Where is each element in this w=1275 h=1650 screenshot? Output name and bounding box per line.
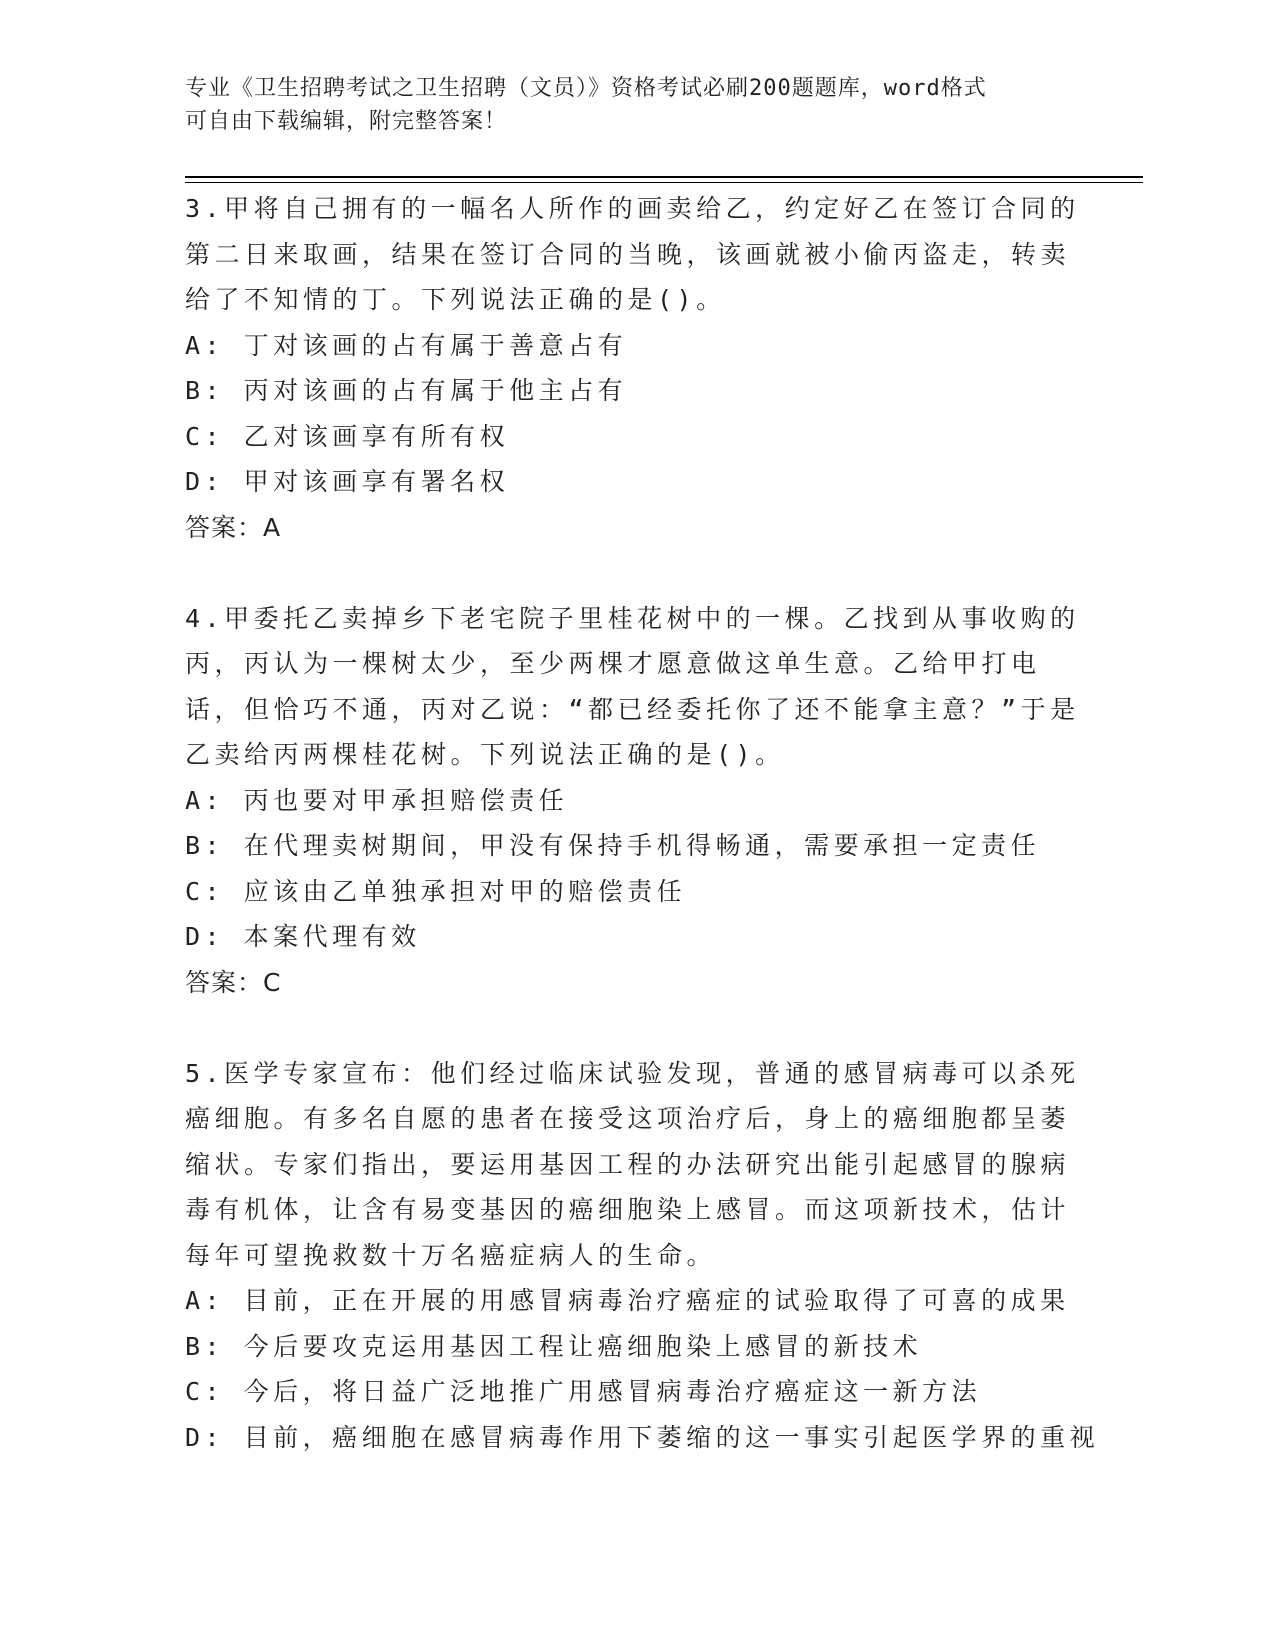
question-spacer xyxy=(185,550,1085,596)
option-d: D: 本案代理有效 xyxy=(185,922,421,951)
option-b: B: 丙对该画的占有属于他主占有 xyxy=(185,376,628,405)
option-d: D: 甲对该画享有署名权 xyxy=(185,467,510,496)
option-a: A: 丙也要对甲承担赔偿责任 xyxy=(185,785,569,815)
question-stem: 3.甲将自己拥有的一幅名人所作的画卖给乙，约定好乙在签订合同的第二日来取画，结果在签订合同的当晚，该画就被小偷丙盗走，转卖给了不知情的丁。下列说法正确的是()。 xyxy=(185,194,1080,314)
header-line-2: 可自由下载编辑，附完整答案！ xyxy=(185,109,508,134)
answer: 答案：A xyxy=(185,512,282,542)
question-stem: 4.甲委托乙卖掉乡下老宅院子里桂花树中的一棵。乙找到从事收购的丙，丙认为一棵树太少，至少两棵才愿意做这单生意。乙给甲打电话，但恰巧不通，丙对乙说：“都已经委托你了还不能拿主意？”于是乙卖给丙两棵桂花树。下列说法正确的是()。 xyxy=(185,603,1080,769)
option-d: D: 目前，癌细胞在感冒病毒作用下萎缩的这一事实引起医学界的重视 xyxy=(185,1422,1100,1452)
option-a: A: 目前，正在开展的用感冒病毒治疗癌症的试验取得了可喜的成果 xyxy=(185,1286,1070,1315)
question-list xyxy=(185,186,1100,1460)
question-stem: 5.医学专家宣布：他们经过临床试验发现，普通的感冒病毒可以杀死癌细胞。有多名自愿的患者在接受这项治疗后，身上的癌细胞都呈萎缩状。专家们指出，要运用基因工程的办法研究出能引起感冒的腺病毒有机体，让含有易变基因的癌细胞染上感冒。而这项新技术，估计每年可望挽救数十万名癌症病人的生命。 xyxy=(185,1058,1080,1270)
option-b: B: 在代理卖树期间，甲没有保持手机得畅通，需要承担一定责任 xyxy=(185,831,1041,860)
option-a: A: 丁对该画的占有属于善意占有 xyxy=(185,330,628,360)
header-rule-thin xyxy=(185,182,1143,183)
option-c: C: 乙对该画享有所有权 xyxy=(185,421,510,451)
document-header xyxy=(185,72,1065,138)
header-line-1: 专业《卫生招聘考试之卫生招聘（文员）》资格考试必刷200题题库，word格式 xyxy=(185,76,987,101)
option-c: C: 今后，将日益广泛地推广用感冒病毒治疗癌症这一新方法 xyxy=(185,1377,982,1406)
header-rule-thick xyxy=(185,176,1143,178)
option-c: C: 应该由乙单独承担对甲的赔偿责任 xyxy=(185,876,687,906)
question-3 xyxy=(185,186,1085,550)
question-spacer xyxy=(185,1005,1085,1051)
answer: 答案：C xyxy=(185,967,282,997)
option-b: B: 今后要攻克运用基因工程让癌细胞染上感冒的新技术 xyxy=(185,1331,923,1361)
question-4 xyxy=(185,596,1085,1006)
question-5 xyxy=(185,1051,1100,1461)
